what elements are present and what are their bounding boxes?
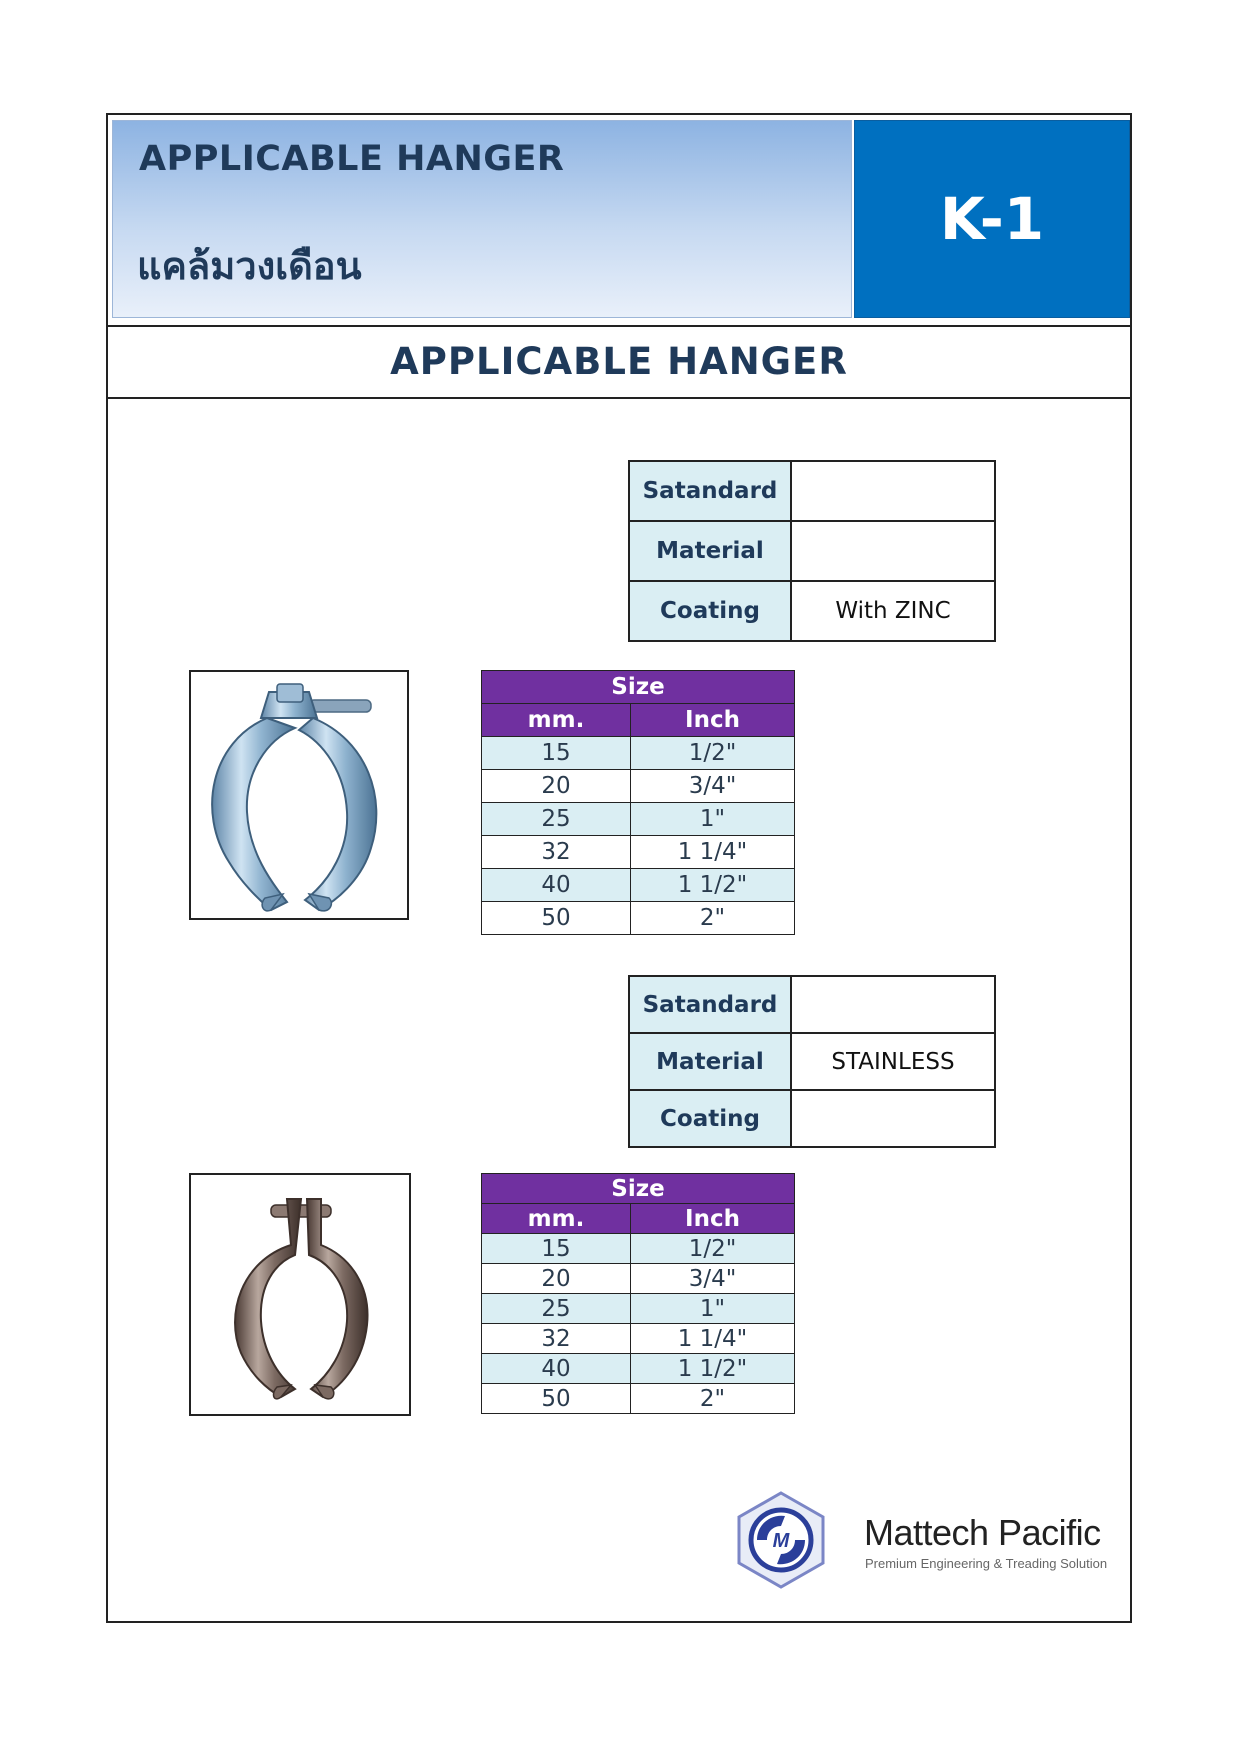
cell-mm: 32 xyxy=(482,836,631,869)
spec-row xyxy=(629,461,995,521)
cell-inch: 1 1/4" xyxy=(631,1324,795,1354)
cell-mm: 50 xyxy=(482,1384,631,1414)
spec-row xyxy=(629,1090,995,1147)
cell-inch: 1 1/2" xyxy=(631,869,795,902)
header-title: APPLICABLE HANGER xyxy=(139,139,565,179)
table-row xyxy=(482,803,795,836)
table-row xyxy=(482,1384,795,1414)
product-code: K-1 xyxy=(939,185,1045,253)
zinc-hanger-icon xyxy=(191,672,407,918)
cell-inch: 2" xyxy=(631,1384,795,1414)
table-row xyxy=(482,1234,795,1264)
cell-mm: 25 xyxy=(482,803,631,836)
cell-mm: 15 xyxy=(482,1234,631,1264)
cell-mm: 40 xyxy=(482,1354,631,1384)
table-row xyxy=(482,1294,795,1324)
spec-value xyxy=(791,521,995,581)
table-row xyxy=(482,770,795,803)
spec-value: With ZINC xyxy=(791,581,995,641)
table-row xyxy=(482,1264,795,1294)
product-code-panel xyxy=(854,120,1130,318)
table-row xyxy=(482,1354,795,1384)
cell-mm: 25 xyxy=(482,1294,631,1324)
spec-label: Material xyxy=(629,1033,791,1090)
spec-row xyxy=(629,1033,995,1090)
spec-value: STAINLESS xyxy=(791,1033,995,1090)
cell-inch: 1/2" xyxy=(631,737,795,770)
cell-mm: 40 xyxy=(482,869,631,902)
size-title-row xyxy=(482,671,795,704)
spec-value xyxy=(791,976,995,1033)
table-row xyxy=(482,902,795,935)
spec-row xyxy=(629,521,995,581)
table-row xyxy=(482,836,795,869)
size-header-row xyxy=(482,704,795,737)
spec-label: Coating xyxy=(629,581,791,641)
col-header-inch: Inch xyxy=(631,1204,795,1234)
cell-mm: 20 xyxy=(482,770,631,803)
cell-inch: 3/4" xyxy=(631,770,795,803)
cell-inch: 1 1/4" xyxy=(631,836,795,869)
spec-row xyxy=(629,581,995,641)
cell-mm: 20 xyxy=(482,1264,631,1294)
stainless-hanger-icon xyxy=(191,1175,409,1414)
spec-table-1 xyxy=(628,460,996,642)
size-title: Size xyxy=(482,1174,795,1204)
spec-row xyxy=(629,976,995,1033)
col-header-inch: Inch xyxy=(631,704,795,737)
section-title: APPLICABLE HANGER xyxy=(390,339,848,383)
product-image-1 xyxy=(189,670,409,920)
cell-inch: 1 1/2" xyxy=(631,1354,795,1384)
spec-label: Satandard xyxy=(629,461,791,521)
header-title-panel xyxy=(112,120,852,318)
cell-mm: 15 xyxy=(482,737,631,770)
svg-text:M: M xyxy=(772,1530,790,1552)
table-row xyxy=(482,1324,795,1354)
spec-label: Material xyxy=(629,521,791,581)
spec-value xyxy=(791,461,995,521)
cell-inch: 3/4" xyxy=(631,1264,795,1294)
size-title: Size xyxy=(482,671,795,704)
cell-mm: 50 xyxy=(482,902,631,935)
col-header-mm: mm. xyxy=(482,1204,631,1234)
brand-name: Mattech Pacific xyxy=(864,1512,1101,1553)
size-table-1 xyxy=(481,670,795,935)
spec-label: Coating xyxy=(629,1090,791,1147)
header-thai-title: แคล้มวงเดือน xyxy=(137,244,362,288)
cell-inch: 1/2" xyxy=(631,1234,795,1264)
section-title-bar xyxy=(108,325,1130,399)
cell-inch: 2" xyxy=(631,902,795,935)
product-image-2 xyxy=(189,1173,411,1416)
table-row xyxy=(482,737,795,770)
size-table-2 xyxy=(481,1173,795,1414)
table-row xyxy=(482,869,795,902)
brand-tagline: Premium Engineering & Treading Solution xyxy=(865,1556,1108,1571)
spec-table-2 xyxy=(628,975,996,1148)
mattech-logo-icon xyxy=(735,1490,827,1590)
size-title-row xyxy=(482,1174,795,1204)
cell-mm: 32 xyxy=(482,1324,631,1354)
col-header-mm: mm. xyxy=(482,704,631,737)
cell-inch: 1" xyxy=(631,803,795,836)
size-header-row xyxy=(482,1204,795,1234)
spec-label: Satandard xyxy=(629,976,791,1033)
header xyxy=(108,115,1130,327)
spec-value xyxy=(791,1090,995,1147)
cell-inch: 1" xyxy=(631,1294,795,1324)
